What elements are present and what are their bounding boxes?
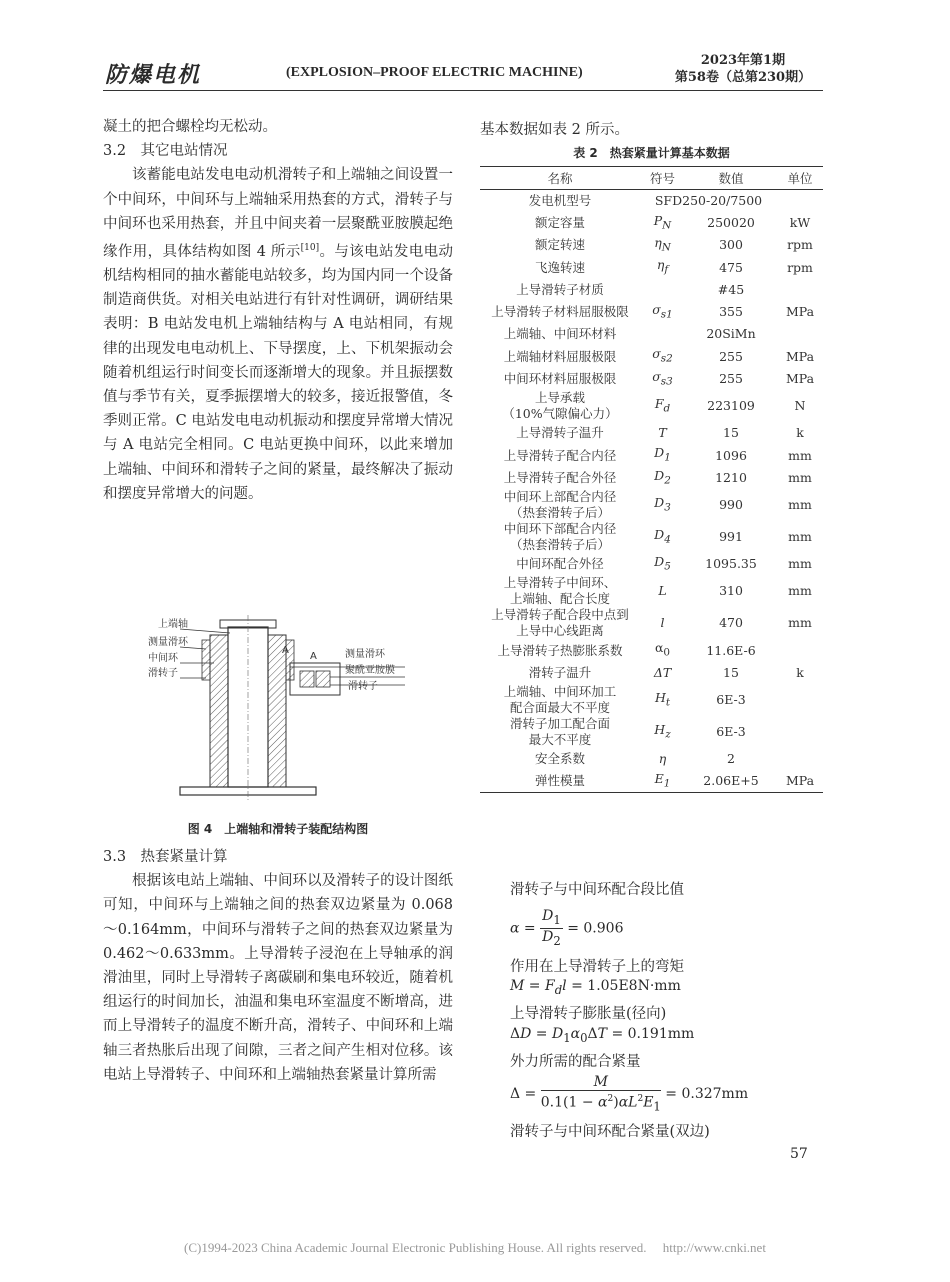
- table-row: [480, 422, 823, 444]
- cell-symbol: $\sigma_{s1}$: [652, 301, 673, 321]
- label-middle-ring: 中间环: [148, 653, 178, 664]
- cell-symbol: $D_3$: [654, 494, 671, 514]
- cell-name: 上导滑转子材质: [516, 281, 604, 297]
- cell-symbol: l: [660, 615, 665, 631]
- paragraph-other-stations: 该蓄能电站发电电动机滑转子和上端轴之间设置一个中间环，中间环与上端轴采用热套的方式，滑转子与中间环也采用热套，并且中间夹着一层聚酰亚胺膜起绝缘作用，具体结构如图 4 所示[10]。与该电站发电电动机结构相同的抽水蓄能电站较多，均为国内同一个设备制造商供货。对相关电站进行有针对性调研，调研结果表明：B 电站发电机上端轴结构与 A 电站相同，有规律的出现发电电动机上、下导摆度，上、下机架振动会随着机组运行时间变长而逐渐增大的现象。并且振摆数值与季节有关，夏季振摆增大的较多，接近报警值，冬季则正常。C 电站发电电动机振动和摆度异常增大情况与 A 电站完全相同。C 电站更换中间环，以此来增加上端轴、中间环和滑转子之间的紧量，最终解决了振动和摆度异常增大的问题。: [103, 167, 453, 502]
- cell-name: 上导承载 （10%气隙偏心力）: [502, 390, 618, 422]
- cell-value: 355: [719, 304, 743, 320]
- cell-symbol: T: [658, 425, 667, 441]
- cell-unit: mm: [788, 469, 812, 485]
- cell-name: 飞逸转速: [534, 259, 585, 275]
- table-row: [480, 662, 823, 684]
- formula-3: $\Delta D = D_1\alpha_0\Delta T = 0.191mm$: [510, 1026, 695, 1045]
- cell-name: 上端轴材料屈服极限: [503, 348, 617, 364]
- table-2: [480, 166, 823, 793]
- table-row: [480, 368, 823, 390]
- cell-value: 310: [719, 583, 743, 599]
- label-detail-measuring-ring: 测量滑环: [345, 649, 385, 660]
- table-row: [480, 323, 823, 345]
- cell-unit: MPa: [785, 371, 815, 387]
- table-row: [480, 770, 823, 792]
- cell-symbol: [640, 279, 685, 301]
- cell-symbol: $H_z$: [654, 721, 671, 741]
- cell-unit: MPa: [777, 770, 823, 792]
- formula-2: $M = F_dl = 1.05E8N\cdot mm$: [510, 978, 681, 997]
- cell-unit: mm: [788, 497, 812, 513]
- cell-name: 上导滑转子配合外径: [503, 469, 617, 485]
- cell-unit: [777, 190, 823, 212]
- cell-value: 250020: [707, 214, 755, 230]
- paragraph-shrink-fit: 根据该电站上端轴、中间环以及滑转子的设计图纸可知，中间环与上端轴之间的热套双边紧量为 0.068～0.164mm，中间环与滑转子之间的热套双边紧量为 0.462～0.633mm。上导滑转子浸泡在上导轴承的润滑油里，同时上导滑转子离碳刷和集电环较近，随着机组运行的时间加长，油温和集电环室温度不断增高，进而上导滑转子的温度不断升高，滑转子、中间环和上端轴三者热胀后出现了间隙，三者之间产生相对位移。该电站上导滑转子、中间环和上端轴热套紧量计算所需: [103, 873, 453, 1083]
- cell-symbol: $H_t$: [654, 689, 671, 709]
- label-a-detail: A: [310, 651, 317, 662]
- cell-value: 1095.35: [705, 556, 757, 572]
- col-header-value: 数值: [685, 167, 777, 190]
- cell-unit: N: [794, 398, 806, 414]
- cell-unit: rpm: [787, 259, 813, 275]
- cell-unit: mm: [788, 556, 812, 572]
- cell-value: 2.06E+5: [685, 770, 777, 792]
- issue-info: [668, 52, 818, 86]
- col-header-unit: 单位: [777, 167, 823, 190]
- cell-unit: k: [796, 425, 804, 441]
- cell-name: 上导滑转子热膨胀系数: [497, 642, 623, 658]
- cell-unit: [777, 323, 823, 345]
- cell-value: 255: [719, 348, 743, 364]
- journal-logo: 防爆电机: [105, 63, 202, 88]
- section-3-2-heading: 3.2 其它电站情况: [103, 143, 228, 160]
- label-upper-shaft: 上端轴: [158, 619, 188, 630]
- cell-name: 上导滑转子温升: [516, 425, 604, 441]
- table-row: [480, 553, 823, 575]
- label-polyimide-film: 聚酰亚胺膜: [345, 665, 395, 676]
- cell-value: 991: [719, 529, 743, 545]
- figure-4-caption: 图 4 上端轴和滑转子装配结构图: [187, 822, 369, 836]
- cell-name: 上导滑转子配合内径: [503, 447, 617, 463]
- left-column-bottom: [103, 845, 453, 1087]
- table-2-caption: 表 2 热套紧量计算基本数据: [573, 146, 730, 160]
- cell-unit: kW: [789, 214, 811, 230]
- table-row: [480, 521, 823, 553]
- cell-name: 额定容量: [534, 214, 585, 230]
- cell-symbol: L: [658, 583, 667, 599]
- cell-unit: [777, 716, 823, 748]
- cell-name: 上导滑转子配合段中点到 上导中心线距离: [491, 607, 629, 639]
- table-row: [480, 390, 823, 422]
- cell-symbol: $\eta_N$: [654, 234, 671, 254]
- table-row: [480, 489, 823, 521]
- left-column-top: [103, 115, 453, 506]
- cell-value: 6E-3: [716, 723, 746, 739]
- table-row: [480, 748, 823, 770]
- paragraph-continued: 凝土的把合螺栓均无松动。: [103, 119, 277, 135]
- cell-name: 安全系数: [534, 751, 585, 767]
- cell-symbol: $P_N$: [653, 212, 672, 232]
- table-row: [480, 575, 823, 607]
- cell-value: #45: [717, 281, 745, 297]
- cell-value: SFD250-20/7500: [654, 192, 763, 208]
- table-header-row: [480, 167, 823, 190]
- col-header-name: 名称: [480, 167, 640, 190]
- cell-symbol: $\sigma_{s3}$: [652, 368, 673, 388]
- shaft-section: [180, 615, 316, 800]
- table-row: [480, 684, 823, 716]
- cell-value: 1096: [715, 447, 747, 463]
- table-row: [480, 346, 823, 368]
- cell-symbol: η: [658, 751, 667, 767]
- cell-value: 255: [719, 371, 743, 387]
- label-detail-slip-rotor: 滑转子: [348, 681, 378, 692]
- cell-name: 滑转子温升: [528, 664, 592, 680]
- cell-unit: rpm: [787, 237, 813, 253]
- cell-unit: [777, 639, 823, 661]
- citation-ref[interactable]: [10]: [300, 243, 320, 254]
- cell-value: 990: [719, 497, 743, 513]
- cell-symbol: $\sigma_{s2}$: [652, 346, 673, 365]
- cell-name: 中间环上部配合内径 （热套滑转子后）: [503, 489, 617, 521]
- cell-unit: mm: [788, 583, 812, 599]
- cell-symbol: $D_1$: [654, 445, 671, 464]
- table-row: [480, 256, 823, 278]
- cell-value: 15: [723, 425, 739, 441]
- label-slip-rotor: 滑转子: [148, 668, 178, 679]
- table-row: [480, 444, 823, 466]
- cell-symbol: $D_5$: [654, 553, 671, 573]
- assembly-diagram: [140, 615, 420, 805]
- cell-name: 滑转子加工配合面 最大不平度: [509, 715, 610, 747]
- formula-2-label: 作用在上导滑转子上的弯矩: [510, 959, 684, 975]
- cell-symbol: $F_d$: [654, 395, 671, 415]
- cell-value: 1210: [715, 469, 747, 485]
- copyright-footer: (C)1994-2023 China Academic Journal Electronic Publishing House. All rights reserved. http://www.cnki.net: [184, 1240, 766, 1255]
- page-number: 57: [790, 1146, 808, 1162]
- figure-4: [140, 615, 420, 805]
- cell-value: 470: [719, 615, 743, 631]
- section-3-3-heading: 3.3 热套紧量计算: [103, 849, 228, 865]
- cell-symbol: [640, 323, 685, 345]
- cell-symbol: $D_4$: [654, 526, 671, 546]
- table-row: [480, 607, 823, 639]
- cell-unit: [777, 279, 823, 301]
- cell-name: 中间环下部配合内径 （热套滑转子后）: [503, 521, 617, 553]
- formula-4-label: 外力所需的配合紧量: [510, 1054, 641, 1070]
- cell-symbol: ΔT: [653, 664, 672, 680]
- cell-value: 223109: [707, 398, 755, 414]
- cell-symbol: $\alpha_0$: [654, 640, 671, 659]
- cell-symbol: $E_1$: [640, 770, 685, 792]
- table-row: [480, 716, 823, 748]
- issue-year: 2023年第1期: [700, 53, 786, 68]
- label-a-section: A: [282, 645, 289, 656]
- table-row: [480, 467, 823, 489]
- header-rule: [103, 90, 823, 91]
- cell-name: 中间环材料屈服极限: [503, 371, 617, 387]
- cell-value: 15: [723, 664, 739, 680]
- cell-unit: MPa: [785, 348, 815, 364]
- label-measuring-ring: 测量滑环: [148, 637, 188, 648]
- cell-name: 额定转速: [534, 237, 585, 253]
- cell-name: 中间环配合外径: [516, 556, 604, 572]
- cell-value: 6E-3: [716, 691, 746, 707]
- formula-4: Δ = $\frac{M}{0.1(1 - \alpha^2)\alpha L^2E_1}$ = 0.327mm: [510, 1074, 749, 1114]
- cell-unit: mm: [788, 615, 812, 631]
- table-row: [480, 279, 823, 301]
- cell-unit: mm: [788, 529, 812, 545]
- formula-1-label: 滑转子与中间环配合段比值: [510, 882, 684, 898]
- cell-unit: k: [796, 664, 804, 680]
- table-2-body: [480, 190, 823, 793]
- cell-value: 300: [719, 237, 743, 253]
- cell-name: 上导滑转子材料屈服极限: [491, 304, 629, 320]
- cell-unit: MPa: [785, 304, 815, 320]
- table-row: [480, 301, 823, 323]
- formula-3-label: 上导滑转子膨胀量(径向): [510, 1006, 667, 1022]
- formula-5-label: 滑转子与中间环配合紧量(双边): [510, 1124, 710, 1140]
- table-row: [480, 190, 823, 212]
- cell-name: 上端轴、中间环材料: [503, 326, 617, 342]
- cell-name: 发电机型号: [528, 192, 592, 208]
- cell-name: 上导滑转子中间环、 上端轴、配合长度: [503, 575, 617, 607]
- issue-volume: 第58卷（总第230期）: [674, 70, 812, 85]
- formula-1: α = $\frac{D_1}{D_2}$ = 0.906: [510, 908, 624, 948]
- table-intro-text: 基本数据如表 2 所示。: [480, 122, 629, 138]
- cell-value: 20SiMn: [706, 326, 756, 342]
- cell-value: 475: [719, 259, 743, 275]
- col-header-symbol: 符号: [640, 167, 685, 190]
- journal-title: (EXPLOSION–PROOF ELECTRIC MACHINE): [286, 65, 583, 80]
- cell-unit: [777, 748, 823, 770]
- cell-unit: mm: [788, 447, 812, 463]
- table-row: [480, 639, 823, 661]
- cell-unit: [777, 684, 823, 716]
- table-row: [480, 234, 823, 256]
- cell-name: 弹性模量: [480, 770, 640, 792]
- table-row: [480, 212, 823, 234]
- cell-name: 上端轴、中间环加工 配合面最大不平度: [503, 683, 617, 715]
- cell-symbol: $D_2$: [654, 467, 671, 487]
- cell-symbol: $\eta_f$: [656, 257, 669, 276]
- cell-value: 11.6E-6: [706, 642, 756, 658]
- cell-value: 2: [727, 751, 735, 767]
